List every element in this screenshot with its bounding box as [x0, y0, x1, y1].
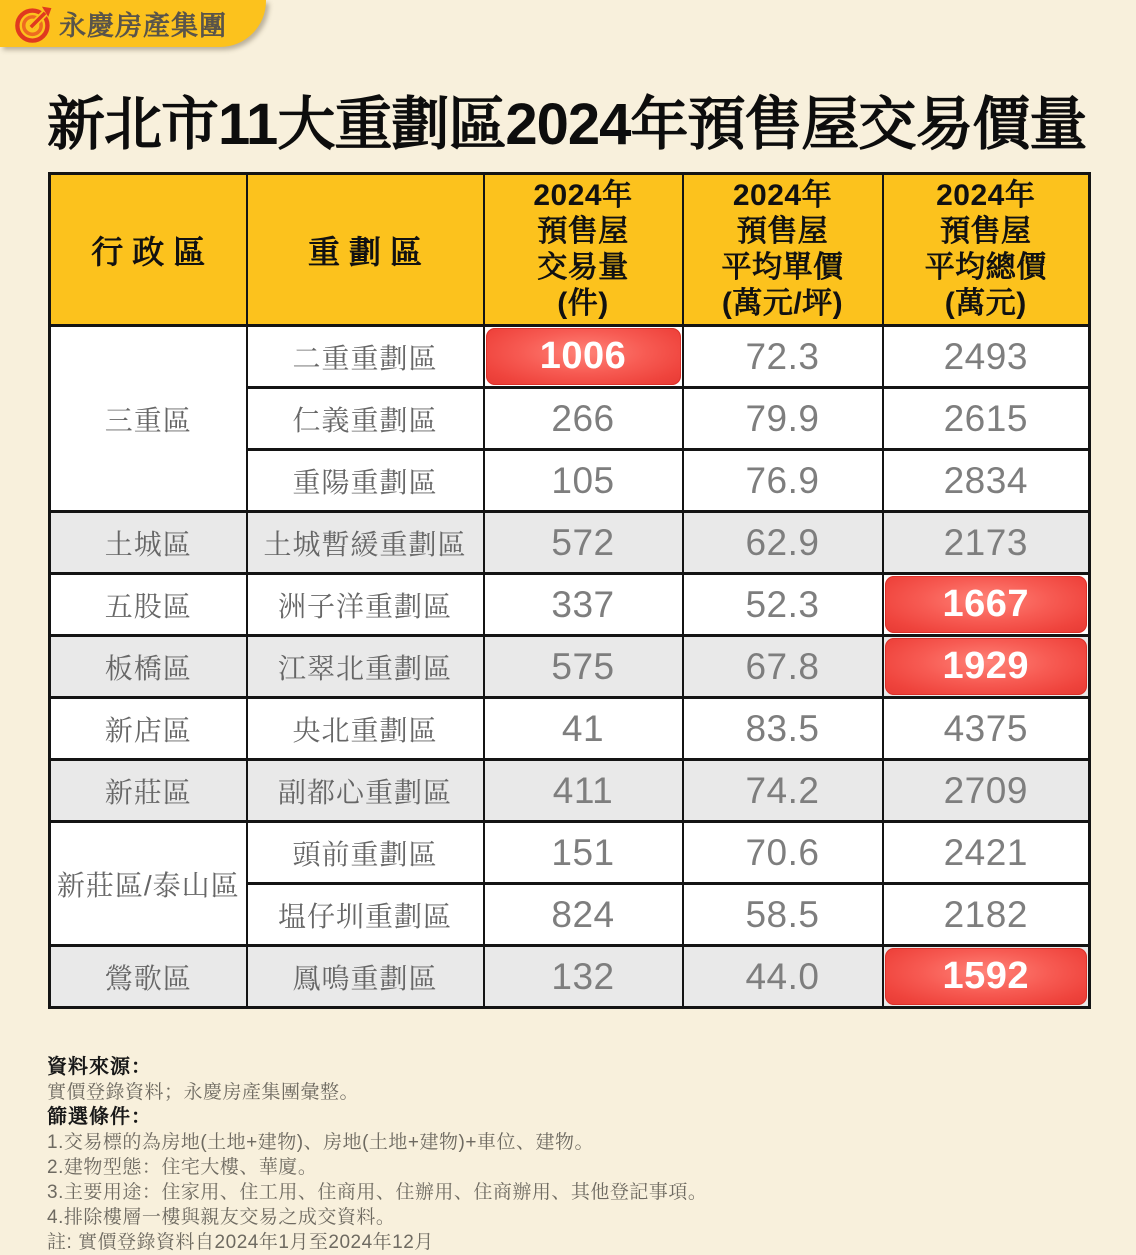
unit-price-cell: 72.3 — [683, 326, 883, 388]
unit-price-cell: 76.9 — [683, 450, 883, 512]
volume-cell — [484, 326, 683, 388]
unit-price-cell: 52.3 — [683, 574, 883, 636]
highlight-badge: 1929 — [885, 638, 1088, 695]
col-header-zone: 重劃區 — [247, 174, 484, 326]
total-price-cell — [883, 574, 1090, 636]
total-price-cell: 4375 — [883, 698, 1090, 760]
source-text: 實價登錄資料；永慶房產集團彙整。 — [47, 1082, 360, 1103]
district-cell: 新店區 — [50, 698, 247, 760]
zone-cell: 央北重劃區 — [247, 698, 484, 760]
district-cell: 新莊區 — [50, 760, 247, 822]
volume-cell: 572 — [484, 512, 683, 574]
highlight-badge: 1667 — [885, 576, 1088, 633]
filter-item: 2.建物型態：住宅大樓、華廈。 — [47, 1157, 318, 1178]
col-header-total-price: 2024年 預售屋 平均總價 (萬元) — [883, 174, 1090, 326]
filter-item: 3.主要用途：住家用、住工用、住商用、住辦用、住商辦用、其他登記事項。 — [47, 1182, 708, 1203]
zone-cell: 二重重劃區 — [247, 326, 484, 388]
filter-item: 4.排除樓層一樓與親友交易之成交資料。 — [47, 1207, 396, 1228]
presale-transactions-table — [48, 172, 1091, 1009]
highlight-badge: 1592 — [885, 948, 1088, 1005]
total-price-cell: 2182 — [883, 884, 1090, 946]
unit-price-cell: 58.5 — [683, 884, 883, 946]
zone-cell: 副都心重劃區 — [247, 760, 484, 822]
volume-cell: 411 — [484, 760, 683, 822]
unit-price-cell: 62.9 — [683, 512, 883, 574]
brand-name: 永慶房產集團 — [59, 11, 227, 41]
unit-price-cell: 67.8 — [683, 636, 883, 698]
total-price-cell: 2493 — [883, 326, 1090, 388]
volume-cell: 266 — [484, 388, 683, 450]
highlight-badge: 1006 — [486, 328, 681, 385]
target-arrow-icon — [15, 5, 53, 43]
filter-item: 1.交易標的為房地(土地+建物)、房地(土地+建物)+車位、建物。 — [47, 1132, 594, 1153]
total-price-cell: 2615 — [883, 388, 1090, 450]
volume-cell: 824 — [484, 884, 683, 946]
total-price-cell: 2709 — [883, 760, 1090, 822]
volume-cell: 575 — [484, 636, 683, 698]
table-row — [50, 512, 1090, 574]
total-price-cell — [883, 946, 1090, 1008]
total-price-cell: 2173 — [883, 512, 1090, 574]
district-cell: 鶯歌區 — [50, 946, 247, 1008]
district-cell: 五股區 — [50, 574, 247, 636]
volume-cell: 132 — [484, 946, 683, 1008]
table-row — [50, 760, 1090, 822]
zone-cell: 洲子洋重劃區 — [247, 574, 484, 636]
zone-cell: 塭仔圳重劃區 — [247, 884, 484, 946]
table-row — [50, 698, 1090, 760]
col-header-volume: 2024年 預售屋 交易量 (件) — [484, 174, 683, 326]
district-cell: 三重區 — [50, 326, 247, 512]
unit-price-cell: 44.0 — [683, 946, 883, 1008]
footnotes — [47, 1055, 1097, 1255]
filter-label: 篩選條件： — [47, 1106, 152, 1128]
unit-price-cell: 70.6 — [683, 822, 883, 884]
zone-cell: 鳳鳴重劃區 — [247, 946, 484, 1008]
district-cell: 新莊區/泰山區 — [50, 822, 247, 946]
col-header-unit-price: 2024年 預售屋 平均單價 (萬元/坪) — [683, 174, 883, 326]
volume-cell: 151 — [484, 822, 683, 884]
zone-cell: 仁義重劃區 — [247, 388, 484, 450]
zone-cell: 頭前重劃區 — [247, 822, 484, 884]
brand-logo-bar — [0, 0, 266, 47]
page-title: 新北市11大重劃區2024年預售屋交易價量 — [47, 92, 1087, 157]
volume-cell: 337 — [484, 574, 683, 636]
col-header-district: 行政區 — [50, 174, 247, 326]
district-cell: 土城區 — [50, 512, 247, 574]
district-cell: 板橋區 — [50, 636, 247, 698]
zone-cell: 重陽重劃區 — [247, 450, 484, 512]
unit-price-cell: 79.9 — [683, 388, 883, 450]
table-row — [50, 822, 1090, 884]
table-row — [50, 326, 1090, 388]
volume-cell: 105 — [484, 450, 683, 512]
total-price-cell — [883, 636, 1090, 698]
zone-cell: 江翠北重劃區 — [247, 636, 484, 698]
total-price-cell: 2834 — [883, 450, 1090, 512]
source-label: 資料來源： — [47, 1056, 152, 1078]
unit-price-cell: 83.5 — [683, 698, 883, 760]
volume-cell: 41 — [484, 698, 683, 760]
total-price-cell: 2421 — [883, 822, 1090, 884]
table-row — [50, 636, 1090, 698]
table-row — [50, 574, 1090, 636]
table-row — [50, 946, 1090, 1008]
table-header — [50, 174, 1090, 326]
date-range-note: 註: 實價登錄資料自2024年1月至2024年12月 — [47, 1232, 434, 1253]
unit-price-cell: 74.2 — [683, 760, 883, 822]
zone-cell: 土城暫緩重劃區 — [247, 512, 484, 574]
